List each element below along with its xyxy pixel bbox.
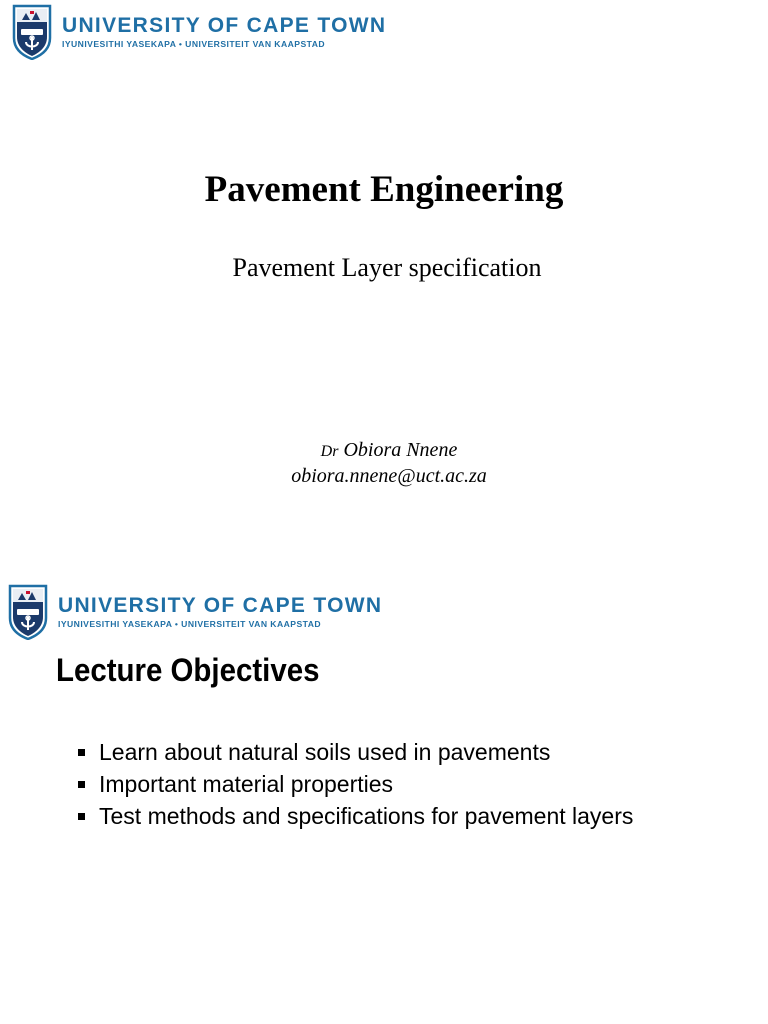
author-email: obiora.nnene@uct.ac.za	[291, 465, 487, 487]
uct-crest-icon	[8, 584, 48, 640]
square-bullet-icon	[78, 781, 85, 788]
square-bullet-icon	[78, 749, 85, 756]
university-name: UNIVERSITY OF CAPE TOWN	[62, 14, 387, 37]
objectives-heading: Lecture Objectives	[56, 652, 320, 688]
square-bullet-icon	[78, 813, 85, 820]
university-name-translations: IYUNIVESITHI YASEKAPA • UNIVERSITEIT VAN KAAPSTAD	[62, 39, 326, 49]
university-logo	[8, 584, 382, 640]
objectives-list	[78, 736, 633, 832]
author-block	[0, 438, 768, 489]
university-name: UNIVERSITY OF CAPE TOWN	[58, 594, 383, 617]
uct-crest-icon	[12, 4, 52, 60]
list-item	[78, 800, 633, 832]
list-item-text: Learn about natural soils used in pavements	[99, 738, 551, 765]
author-prefix: Dr	[320, 443, 339, 460]
university-logo	[12, 4, 386, 60]
list-item-text: Test methods and specifications for pavement layers	[99, 802, 634, 829]
slide-title: Pavement Engineering	[204, 169, 564, 210]
slide-subtitle: Pavement Layer specification	[232, 253, 542, 282]
list-item	[78, 768, 633, 800]
university-name-translations: IYUNIVESITHI YASEKAPA • UNIVERSITEIT VAN KAAPSTAD	[58, 619, 322, 629]
list-item	[78, 736, 633, 768]
list-item-text: Important material properties	[99, 770, 394, 797]
author-name: Obiora Nnene	[343, 439, 458, 461]
